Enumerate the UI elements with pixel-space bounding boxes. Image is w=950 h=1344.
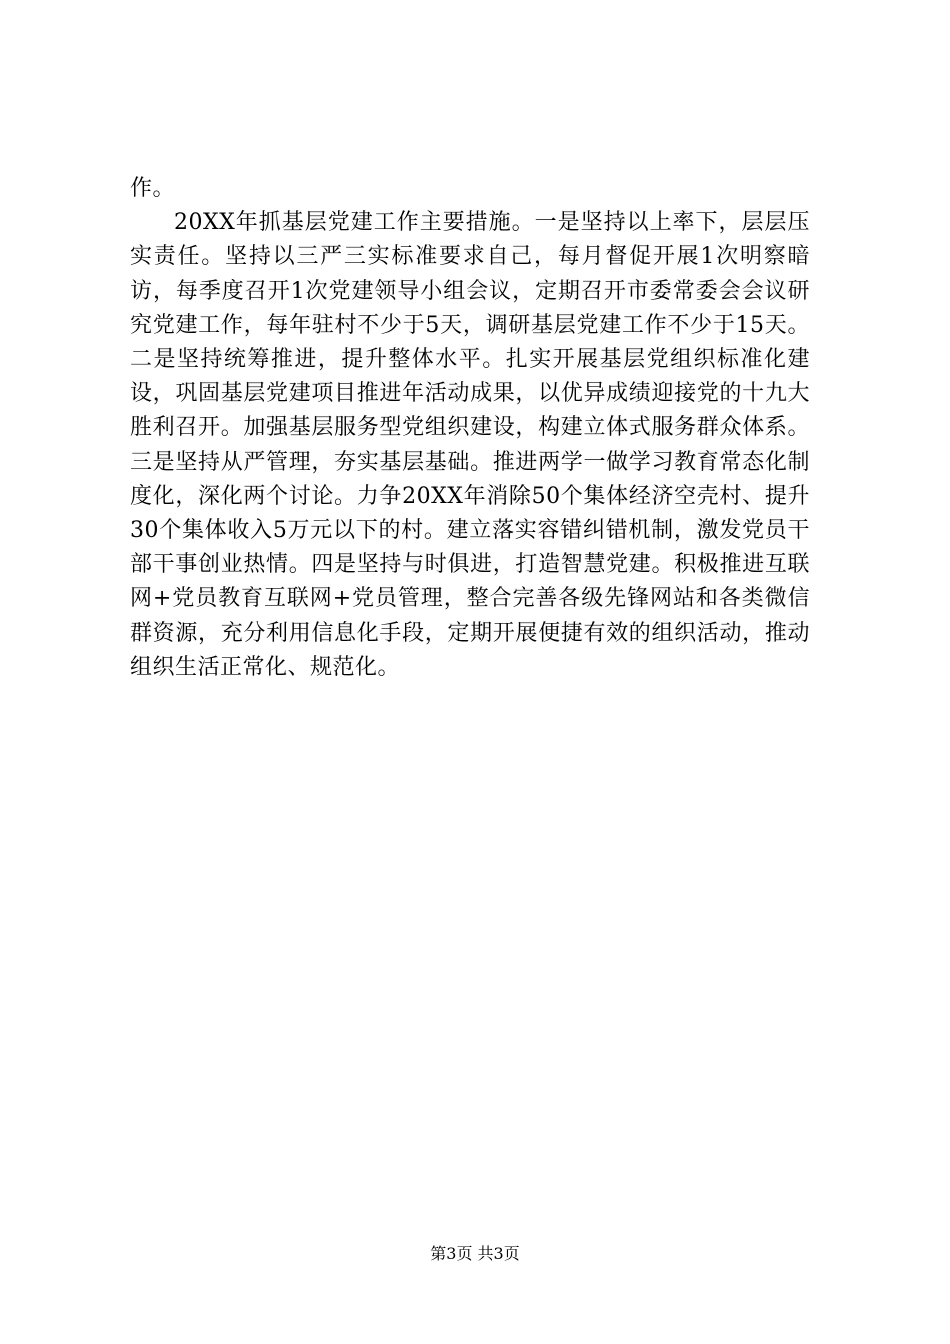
document-body xyxy=(130,172,810,685)
page-footer: 第3页 共3页 xyxy=(430,1244,520,1263)
paragraph-main-measures: 20XX年抓基层党建工作主要措施。一是坚持以上率下，层层压实责任。坚持以三严三实标准要求自己，每月督促开展1次明察暗访，每季度召开1次党建领导小组会议，定期召开市委常委会会议研究党建工作，每年驻村不少于5天，调研基层党建工作不少于15天。二是坚持统筹推进，提升整体水平。扎实开展基层党组织标准化建设，巩固基层党建项目推进年活动成果，以优异成绩迎接党的十九大胜利召开。加强基层服务型党组织建设，构建立体式服务群众体系。三是坚持从严管理，夯实基层基础。推进两学一做学习教育常态化制度化，深化两个讨论。力争20XX年消除50个集体经济空壳村、提升30个集体收入5万元以下的村。建立落实容错纠错机制，激发党员干部干事创业热情。四是坚持与时俱进，打造智慧党建。积极推进互联网+党员教育互联网+党员管理，整合完善各级先锋网站和各类微信群资源，充分利用信息化手段，定期开展便捷有效的组织活动，推动组织生活正常化、规范化。 xyxy=(130,210,810,680)
paragraph-continuation: 作。 xyxy=(130,176,176,201)
